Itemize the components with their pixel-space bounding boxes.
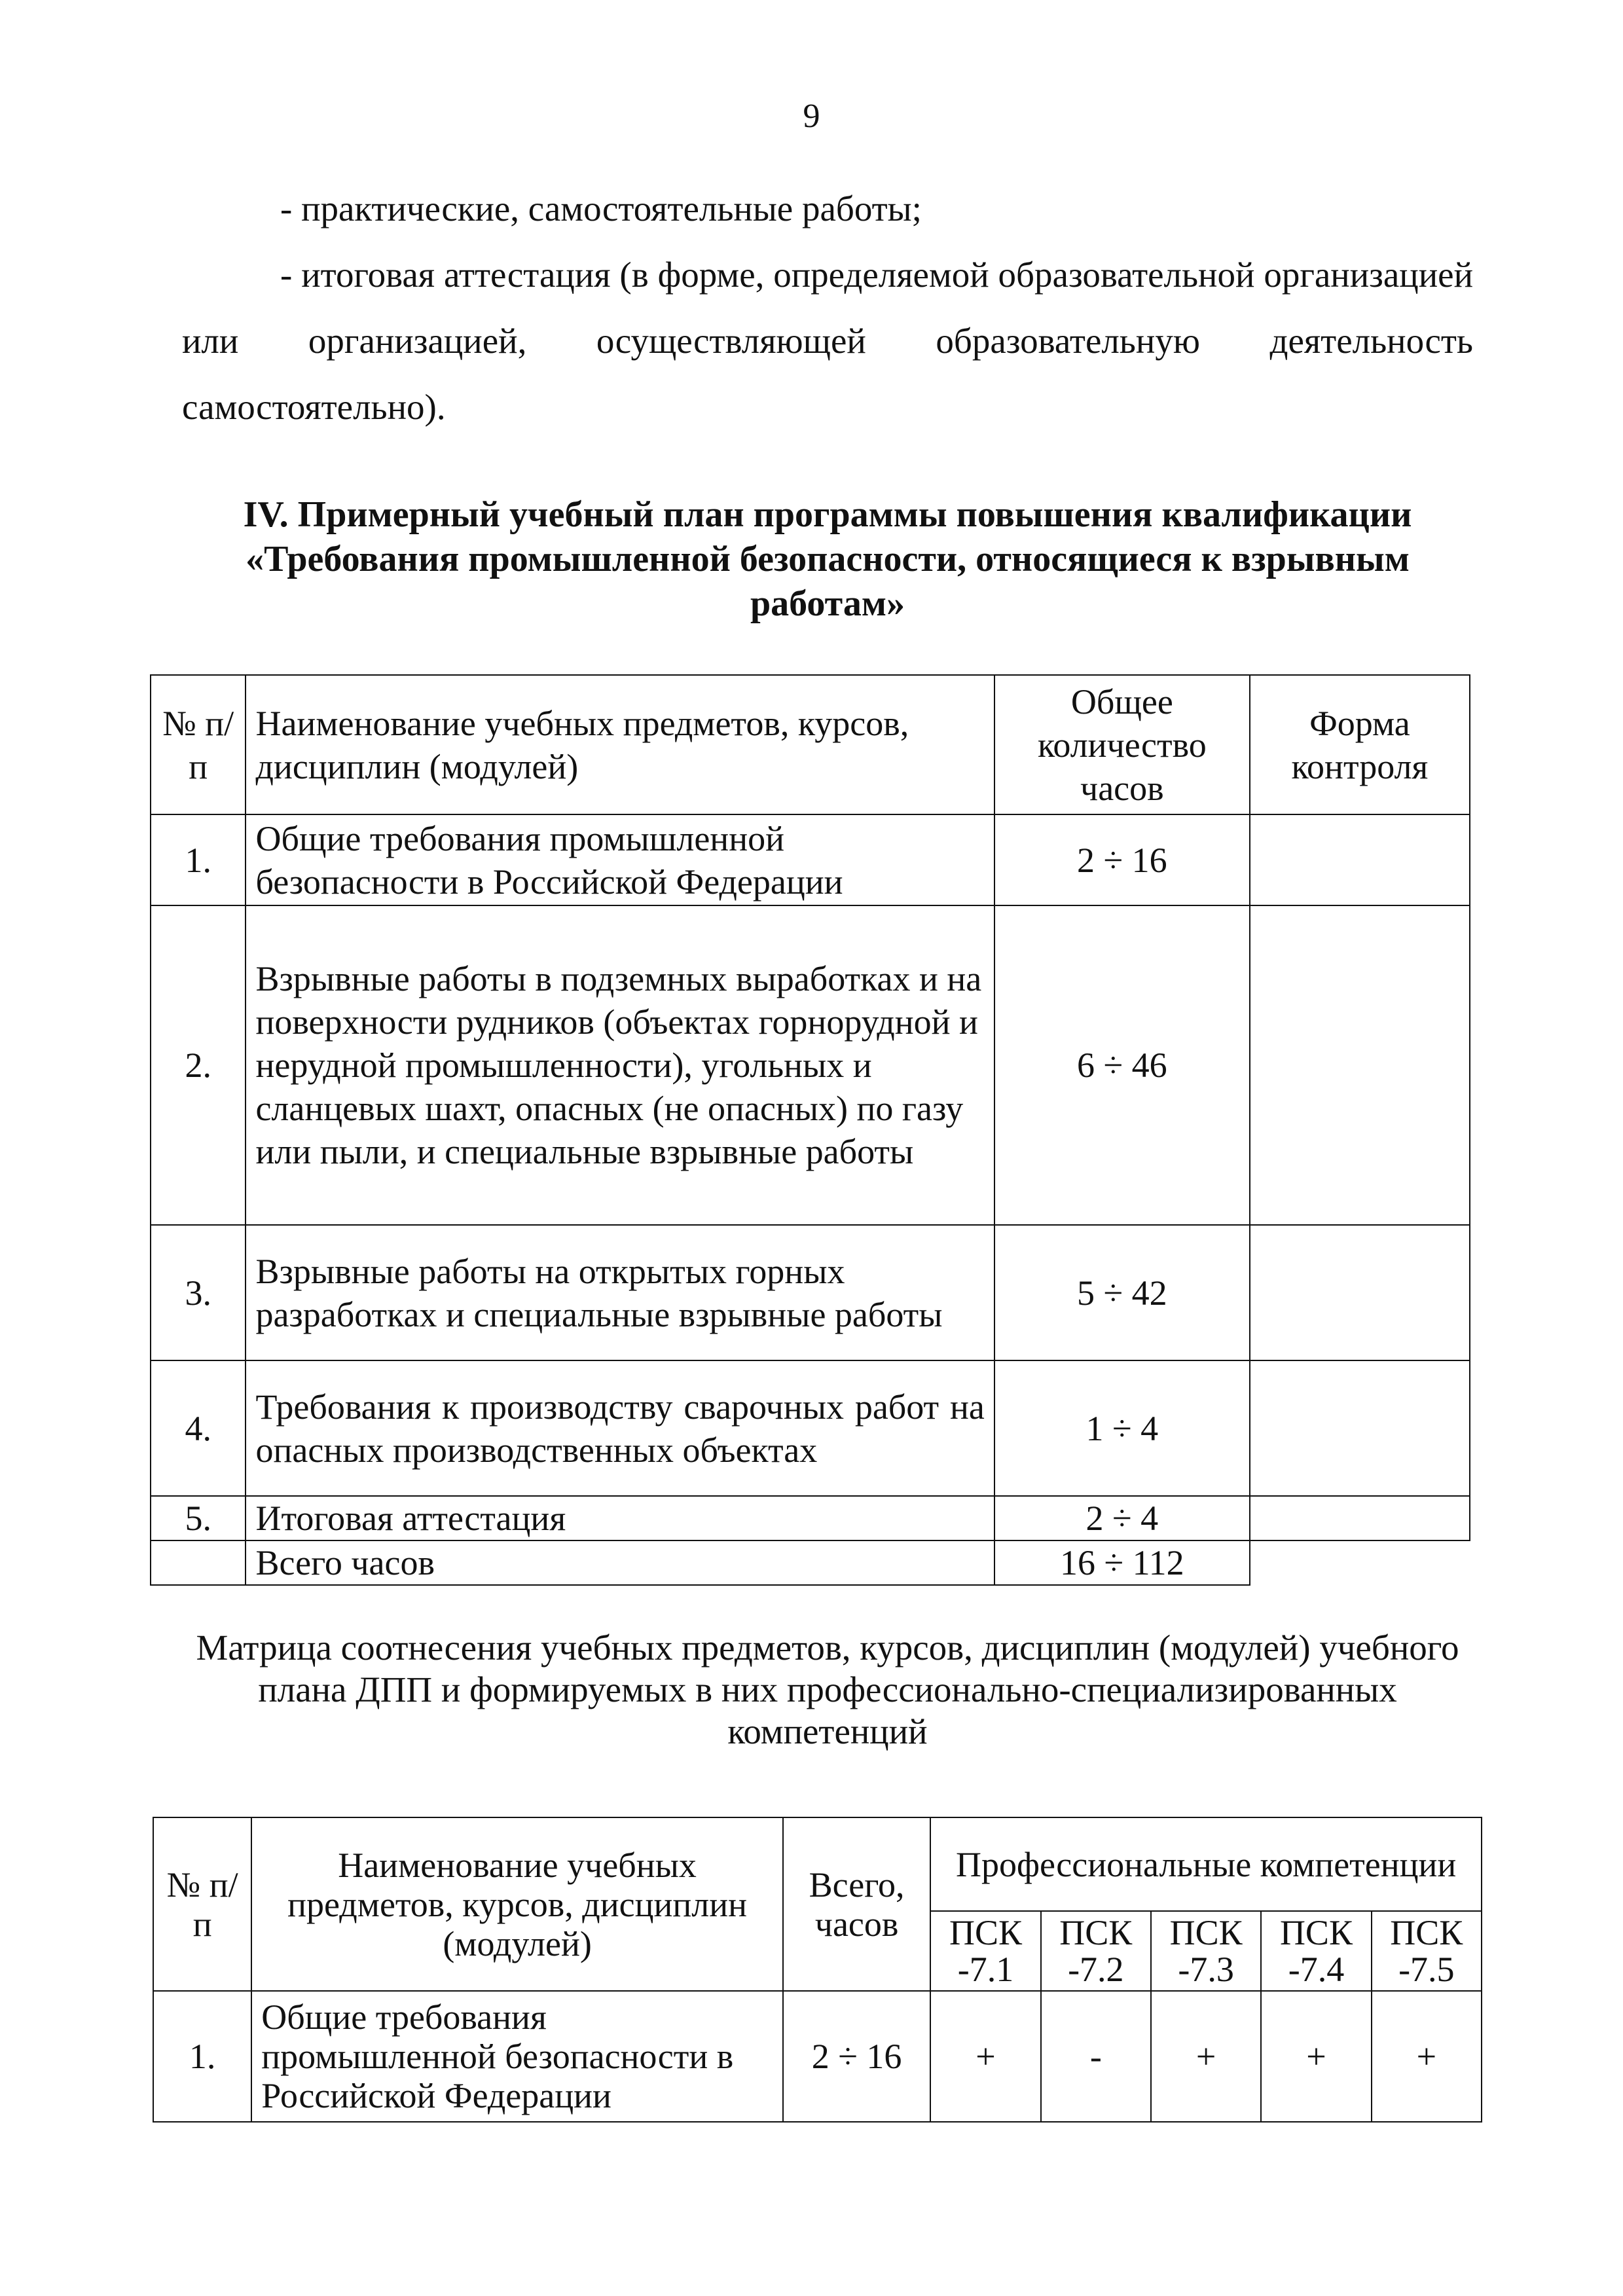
matrix-header-num: № п/п	[153, 1817, 251, 1991]
row-hours: 1 ÷ 4	[994, 1360, 1250, 1496]
competency-matrix-table	[153, 1817, 1482, 2123]
header-name: Наименование учебных предметов, курсов, дисциплин (модулей)	[246, 675, 994, 814]
header-hours: Общее количество часов	[994, 675, 1250, 814]
row-form	[1250, 1225, 1470, 1360]
row-name: Взрывные работы в подземных выработках и на поверхности рудников (объектах горнорудной и нерудной промышленности), угольных и сланцевых шахт, опасных (не опасных) по газу или пыли, и специальные взрывные работы	[246, 905, 994, 1225]
matrix-header-competencies: Профессиональные компетенции	[930, 1817, 1482, 1911]
total-row	[151, 1540, 1470, 1585]
matrix-row-name: Общие требования промышленной безопасности в Российской Федерации	[251, 1991, 783, 2122]
competency-mark: +	[1372, 1991, 1482, 2122]
psk-header: ПСК -7.4	[1261, 1911, 1371, 1991]
row-hours: 5 ÷ 42	[994, 1225, 1250, 1360]
header-form: Форма контроля	[1250, 675, 1470, 814]
row-name: Требования к производству сварочных работ на опасных производственных объектах	[246, 1360, 994, 1496]
matrix-row-num: 1.	[153, 1991, 251, 2122]
row-form	[1250, 814, 1470, 905]
competency-mark: +	[1151, 1991, 1261, 2122]
psk-header: ПСК -7.3	[1151, 1911, 1261, 1991]
matrix-title: Матрица соотнесения учебных предметов, курсов, дисциплин (модулей) учебного плана ДПП и формируемых в них профессионально-специализированных компетенций	[196, 1628, 1459, 1751]
section-title: IV. Примерный учебный план программы повышения квалификации «Требования промышленной безопасности, относящиеся к взрывным работам»	[243, 494, 1412, 624]
row-hours: 6 ÷ 46	[994, 905, 1250, 1225]
row-name: Итоговая аттестация	[246, 1496, 994, 1540]
total-label: Всего часов	[246, 1540, 994, 1585]
matrix-header-row	[153, 1817, 1482, 1911]
psk-header: ПСК -7.5	[1372, 1911, 1482, 1991]
row-num: 5.	[151, 1496, 246, 1540]
total-hours: 16 ÷ 112	[994, 1540, 1250, 1585]
matrix-header-name: Наименование учебных предметов, курсов, дисциплин (модулей)	[251, 1817, 783, 1991]
row-num: 4.	[151, 1360, 246, 1496]
total-form	[1250, 1540, 1470, 1585]
competency-mark: +	[1261, 1991, 1371, 2122]
curriculum-table	[150, 674, 1470, 1586]
competency-mark: -	[1041, 1991, 1151, 2122]
row-name: Взрывные работы на открытых горных разработках и специальные взрывные работы	[246, 1225, 994, 1360]
table-row	[151, 1496, 1470, 1540]
table-row	[151, 814, 1470, 905]
row-form	[1250, 905, 1470, 1225]
header-num: № п/п	[151, 675, 246, 814]
table-row	[151, 1360, 1470, 1496]
page-number: 9	[803, 98, 820, 135]
row-name: Общие требования промышленной безопасности в Российской Федерации	[246, 814, 994, 905]
psk-header: ПСК -7.2	[1041, 1911, 1151, 1991]
intro-item-practical: - практические, самостоятельные работы;	[280, 189, 922, 228]
table-row	[151, 1225, 1470, 1360]
curriculum-header-row	[151, 675, 1470, 814]
table-row	[153, 1991, 1482, 2122]
competency-mark: +	[930, 1991, 1040, 2122]
intro-item-attestation: - итоговая аттестация (в форме, определяемой образовательной организацией или организацией, осуществляющей образовательную деятельность самостоятельно).	[182, 255, 1473, 427]
matrix-header-total: Всего, часов	[783, 1817, 930, 1991]
row-num: 1.	[151, 814, 246, 905]
row-hours: 2 ÷ 16	[994, 814, 1250, 905]
row-form	[1250, 1360, 1470, 1496]
total-num	[151, 1540, 246, 1585]
psk-header: ПСК -7.1	[930, 1911, 1040, 1991]
table-row	[151, 905, 1470, 1225]
row-num: 3.	[151, 1225, 246, 1360]
row-form	[1250, 1496, 1470, 1540]
row-hours: 2 ÷ 4	[994, 1496, 1250, 1540]
row-num: 2.	[151, 905, 246, 1225]
matrix-row-total: 2 ÷ 16	[783, 1991, 930, 2122]
